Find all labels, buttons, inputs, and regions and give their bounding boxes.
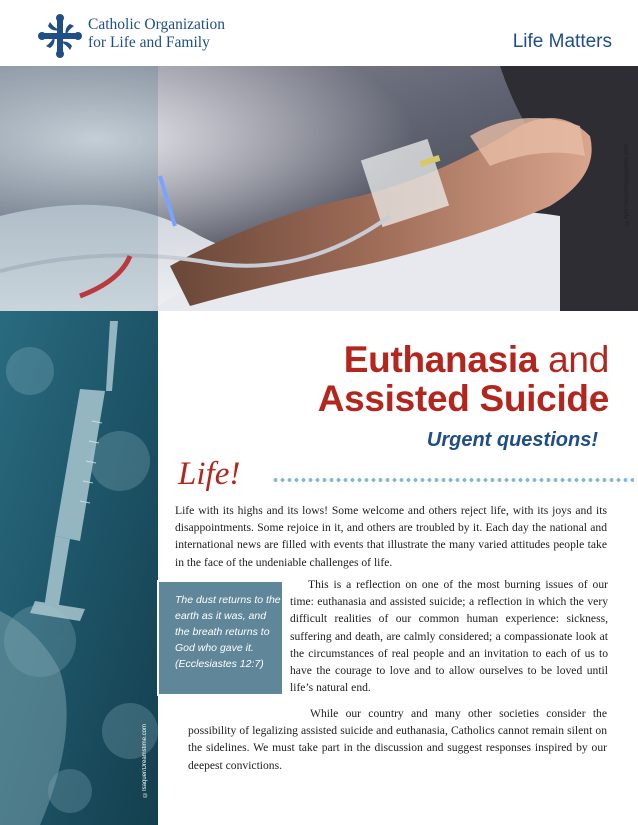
organization-name	[88, 16, 225, 52]
photo-credit-top: ©sprChennel/Stockphoto.com	[624, 143, 630, 225]
paragraph-1: Life with its highs and its lows! Some welcome and others reject life, with its joys and its disappointments. Some rejoice in it, and others are troubled by it. Each day the national and international news are filled with events that illustrate the many varied attitudes people take in the face of the undeniable challenges of life.	[175, 504, 607, 569]
title-part3: Assisted Suicide	[317, 378, 609, 419]
organization-logo-icon	[36, 12, 84, 60]
section-heading: Life!	[178, 456, 241, 492]
header	[0, 0, 638, 66]
organization-name-line1: Catholic Organization	[88, 16, 226, 33]
title-part1: Euthanasia	[343, 339, 539, 380]
title-part2: and	[538, 339, 609, 380]
page-subtitle: Urgent questions!	[426, 429, 598, 451]
page-title	[215, 340, 609, 418]
photo-credit-side: ©Isaquer/Dreamstime.com	[142, 723, 148, 797]
hero-photo	[0, 66, 638, 311]
paragraph-2: This is a reflection on one of the most burning issues of our time: euthanasia and assisted suicide; a reflection in which the very difficult realities of our common human experience: sickness, suffering and death, are calmly considered; a compassionate look at the circumstances of real people and an invitation to each of us to have the courage to love and to allow ourselves to be loved until life’s natural end.	[290, 578, 608, 695]
dotted-rule	[272, 478, 634, 482]
organization-name-line2: for Life and Family	[88, 34, 210, 51]
paragraph-3: While our country and many other societies consider the possibility of legalizing assisted suicide and euthanasia, Catholics cannot remain silent on the sidelines. We must take part in the discussion and suggest responses inspired by our deepest convictions.	[188, 707, 607, 772]
quote-box	[157, 580, 284, 696]
series-title: Life Matters	[512, 31, 612, 52]
quote-text: The dust returns to the earth as it was, and the breath returns to God who gave it. (Ecclesiastes 12:7)	[175, 594, 281, 670]
side-panel-photo	[0, 311, 158, 825]
